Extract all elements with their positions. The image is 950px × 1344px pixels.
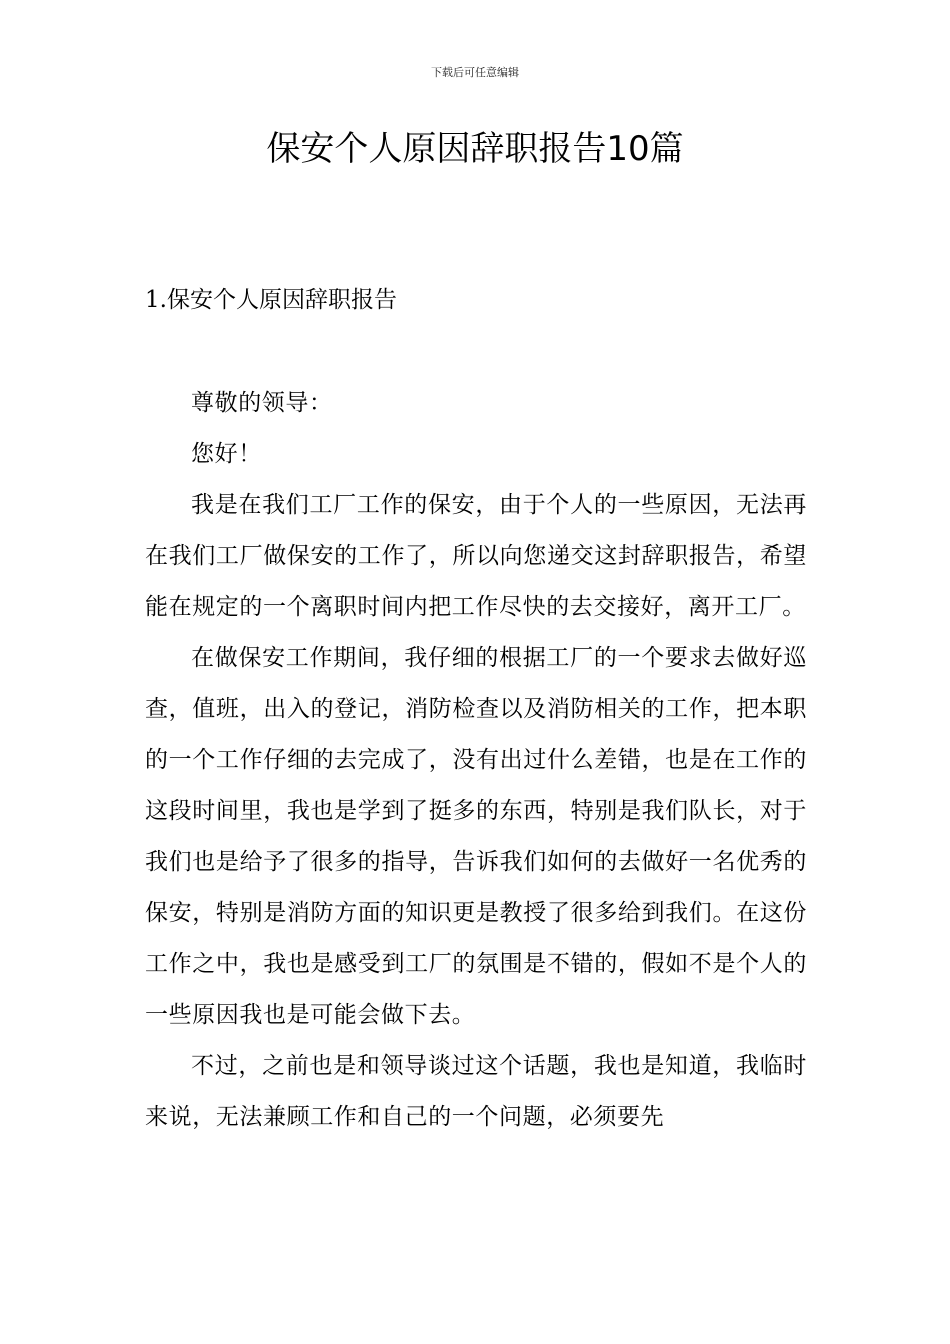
document-body bbox=[145, 378, 807, 1143]
header-note: 下载后可任意编辑 bbox=[431, 66, 519, 79]
body-paragraph: 在做保安工作期间，我仔细的根据工厂的一个要求去做好巡查，值班，出入的登记，消防检查以及消防相关的工作，把本职的一个工作仔细的去完成了，没有出过什么差错，也是在工作的这段时间里，我也是学到了挺多的东西，特别是我们队长，对于我们也是给予了很多的指导，告诉我们如何的去做好一名优秀的保安，特别是消防方面的知识更是教授了很多给到我们。在这份工作之中，我也是感受到工厂的氛围是不错的，假如不是个人的一些原因我也是可能会做下去。 bbox=[145, 645, 807, 1028]
greeting: 您好！ bbox=[191, 441, 262, 467]
section-heading: 1.保安个人原因辞职报告 bbox=[145, 287, 397, 313]
body-paragraph: 我是在我们工厂工作的保安，由于个人的一些原因，无法再在我们工厂做保安的工作了，所以向您递交这封辞职报告，希望能在规定的一个离职时间内把工作尽快的去交接好，离开工厂。 bbox=[145, 492, 807, 620]
salutation: 尊敬的领导： bbox=[191, 390, 333, 416]
document-title: 保安个人原因辞职报告10篇 bbox=[266, 129, 684, 169]
body-paragraph: 不过，之前也是和领导谈过这个话题，我也是知道，我临时来说，无法兼顾工作和自己的一个问题，必须要先 bbox=[145, 1053, 807, 1130]
